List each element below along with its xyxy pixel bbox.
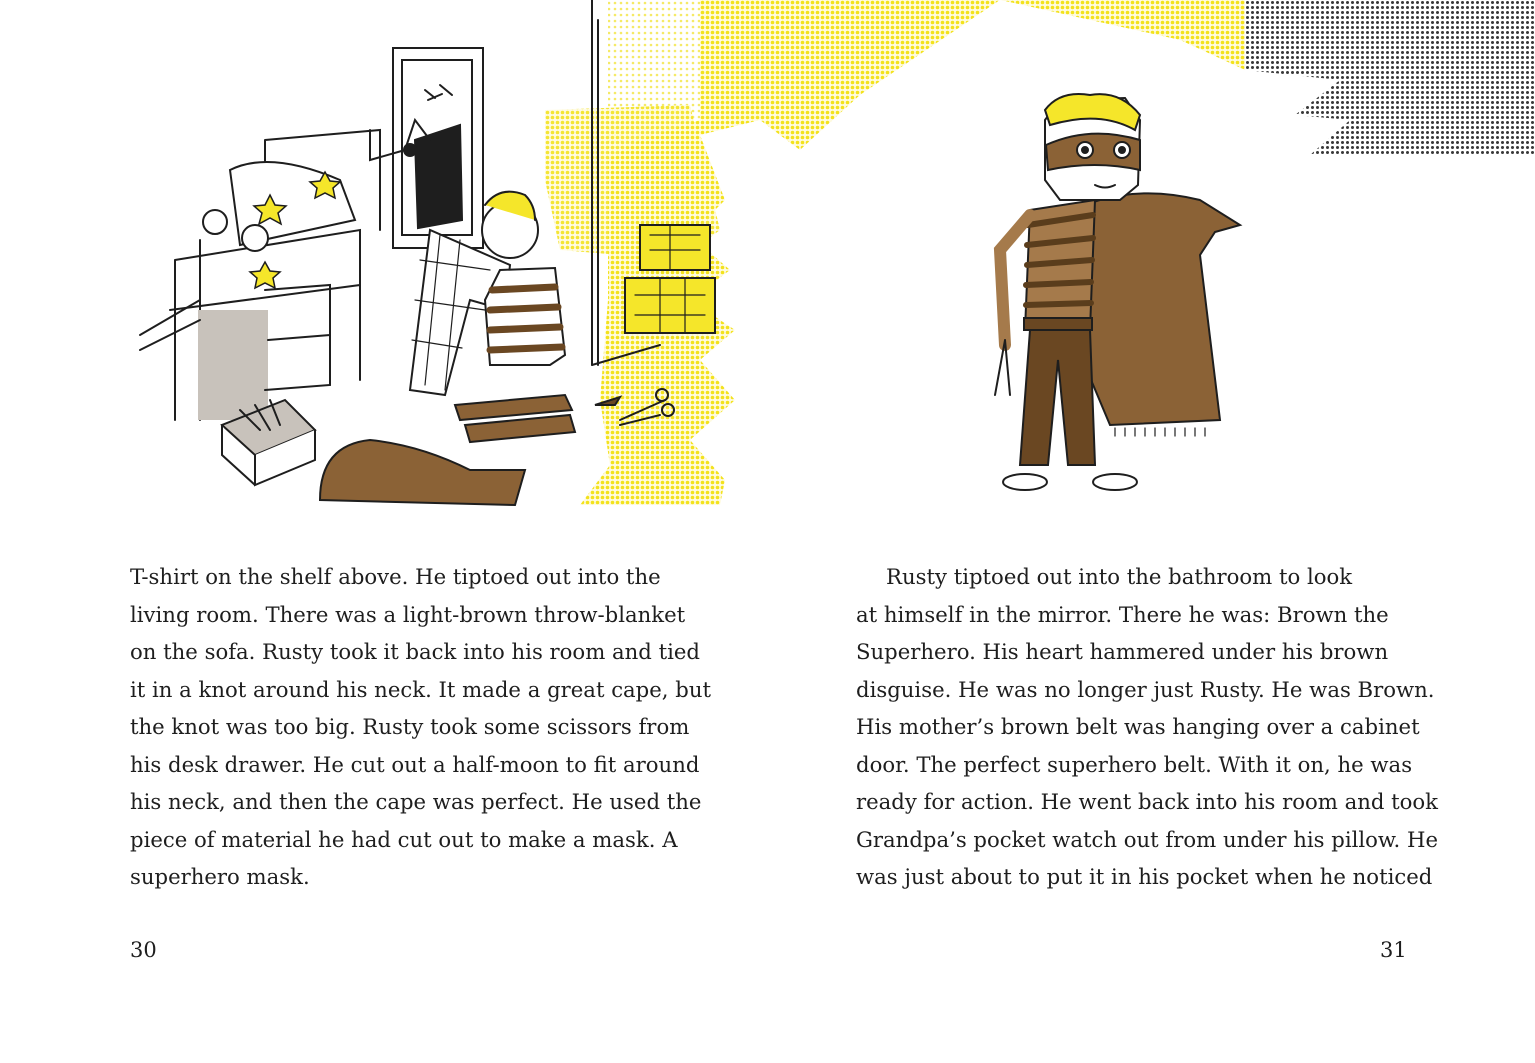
text-line: Grandpa’s pocket watch out from under his pillow. He xyxy=(856,826,1439,852)
text-line: His mother’s brown belt was hanging over a cabinet xyxy=(856,714,1420,739)
text-line: door. The perfect superhero belt. With it on, he was xyxy=(856,751,1413,777)
text-line: at himself in the mirror. There he was: Brown the xyxy=(856,601,1389,627)
left-page-text xyxy=(130,558,711,896)
page-number-right: 31 xyxy=(1380,938,1407,962)
superhero-boy xyxy=(995,94,1240,490)
text-line: piece of material he had cut out to make a mask. A xyxy=(130,826,678,852)
text-line: his neck, and then the cape was perfect. He used the xyxy=(130,789,702,814)
grey-halftone-corner xyxy=(1245,0,1535,155)
text-line: T-shirt on the shelf above. He tiptoed out into the xyxy=(130,564,661,589)
text-line: his desk drawer. He cut out a half-moon to fit around xyxy=(130,751,700,777)
text-line: was just about to put it in his pocket when he noticed xyxy=(856,864,1433,889)
text-line: Superhero. His heart hammered under his brown xyxy=(856,639,1389,664)
text-line: ready for action. He went back into his room and took xyxy=(856,789,1439,814)
right-page-text xyxy=(856,558,1439,896)
text-line: it in a knot around his neck. It made a great cape, but xyxy=(130,676,711,702)
page-number-left: 30 xyxy=(130,938,157,962)
text-line: living room. There was a light-brown throw-blanket xyxy=(130,601,686,627)
text-line: superhero mask. xyxy=(130,864,310,889)
illustration xyxy=(0,0,1535,510)
text-line: on the sofa. Rusty took it back into his room and tied xyxy=(130,639,700,664)
text-line: Rusty tiptoed out into the bathroom to look xyxy=(886,564,1353,589)
text-line: the knot was too big. Rusty took some scissors from xyxy=(130,714,690,739)
text-line: disguise. He was no longer just Rusty. He was Brown. xyxy=(856,676,1435,702)
